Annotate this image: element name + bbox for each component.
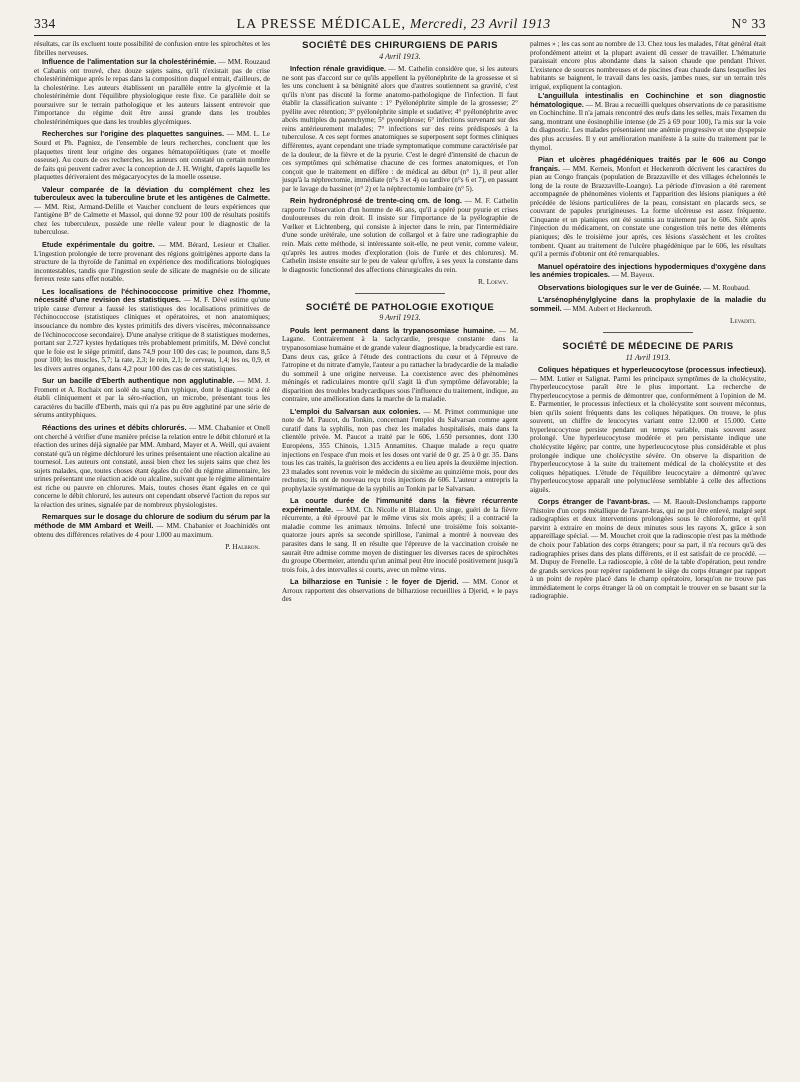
report-entry xyxy=(34,513,270,539)
report-entry xyxy=(34,186,270,237)
page-header xyxy=(34,16,766,36)
entry-body: — MM. Lutier et Salignat. Parmi les principaux symptômes de la cholécystite, l'hyperleucocytose paraît être le plus important. La recherche de l'hyperleucocytose a permis de démontrer que, conformément à l'opinion de M. E. Parmentier, le processus infectieux et la cholécystite sont souvent méconnus, bien qu'ils soient fréquents dans les coliques hépatiques. On trouve, le plus souvent, un chiffre de leucocytes variant entre 12.000 et 15.000. Cette hyperleucocytose persiste pendant un temps variable, mais souvent assez prolongé. Une hyperleucocytose modérée et peu persistante indique une cholécystite légère; par contre, une hyperleucocytose plus considérable et plus prolongée indique une cholécystite sévère. On observe la disparition de l'hyperleucocytose à la suite du traitement médical de la cholécystite et des coliques hépatiques. L'étude de l'équilibre leucocytaire a démontré qu'avec l'hyperleucocytose apparaît une polynucléose semblable à celle des affections aiguës. xyxy=(530,374,766,494)
page-number: 334 xyxy=(34,16,56,31)
entry-body: — M. Cathelin considère que, si les auteurs ne sont pas d'accord sur ce qu'ils appellent la pyélonéphrite de la grossesse et si les uns concluent à sa bénignité alors que d'autres soutiennent sa gravité, c'est qu'ils n'ont pas discuté la forme anatomo-pathologique de l'infection. Il faut établir la classification suivante : 1° Pyélonéphrite simple de la grossesse; 2° pyélite avec rétention; 3° pyélonéphrite simple et sudative; 4° pyélonéphrite avec abcès multiples du parenchyme; 5° pyonéphrose; 6° infections survenant sur des reins antérieurement malades; 7° infections sur des reins prédisposés à la tuberculose. A ces sept formes anatomiques se superposent sept formes cliniques différentes, ayant cependant une triade symptomatique commune caractérisée par de la douleur, de la fièvre et de la pyurie. C'est le degré d'intensité de chacun de ces symptômes qui schématise chacune de ces formes anatomiques, et l'on conçoit que le traitement en diffère : de médical au début (n° 1), il peut aller jusqu'à la néphrectomie, immédiate (n°s 3 et 4) ou tardive (n°s 6 et 7), en passant par le lavage du bassinet (n° 2) et la néphrectomie lombaire (n° 5). xyxy=(282,65,518,193)
report-entry xyxy=(530,498,766,601)
entry-title: Etude expérimentale du goitre. xyxy=(42,240,155,250)
entry-title: Observations biologiques sur le ver de Guinée. xyxy=(538,282,702,292)
entry-body: — MM. Kerneis, Monfort et Heckenroth décrivent les caractères du pian au Congo français (population de Brazzaville et des villages échelonnés le long de la route de Brazzaville-Loango). La période d'invasion a été rarement accompagnée de phénomènes violents et l'apparition des lésions pianiques a été précédée de lésions particulières de la peau, consistant en placards secs, se couvrant de papules prurigineuses. La forme ulcéreuse est assez fréquente. Cinquante et un pianiques ont été soumis au traitement par le 606. Sitôt après l'injection du médicament, on constate une congestion très nette des éléments pianiques; dès le troisième jour après, ces lésions s'assèchent et les croûtes tombent. Quant au traitement de l'ulcère phagédénique par le 606, les résultats qu'il a permis d'obtenir ont été remarquables. xyxy=(530,164,766,259)
entry-title: La bilharziose en Tunisie : le foyer de Djerid. xyxy=(290,577,459,587)
issue-date: Mercredi, 23 Avril 1913 xyxy=(409,16,551,31)
entry-title: Manuel opératoire des injections hypodermiques d'oxygène dans les anémies tropicales. xyxy=(530,261,766,280)
entry-body: — MM. Chabanier et Onell ont cherché à vérifier d'une manière précise la relation entre le débit chloruré et la réaction des urines déjà signalée par MM. Ambard, Mayer et A. Weill, qui avaient constaté qu'à un régime déchloruré les urines présentaient une réaction alcaline au tournesol. Les auteurs ont constaté, aussi bien chez les sujets sains que chez les sujets malades, que, toutes choses étant égales du côté du régime alimentaire, les urines présentant une réaction acide ou alcaline, suivant que le régime alimentaire est riche ou pauvre en chlorures. Mais, toutes choses étant égales en ce qui concerne le débit chloruré, les auteurs ont cependant observé l'action du repos sur la réaction des urines, signalée par de nombreux physiologistes. xyxy=(34,423,270,509)
entry-body: — MM. Aubert et Heckenroth. xyxy=(563,304,653,313)
entries-list xyxy=(282,327,518,604)
entry-title: Pouls lent permanent dans la trypanosomiase humaine. xyxy=(290,325,496,335)
entries-list xyxy=(530,92,766,313)
session-date: 4 Avril 1913. xyxy=(379,51,421,61)
column-left xyxy=(34,40,270,1080)
entry-body: — M. Raoult-Deslonchamps rapporte l'histoire d'un corps métallique de l'avant-bras, qui ne put être enlevé, malgré sept radiographies et deux interventions prolongées sous le chloroforme, et qu'il parvint à extraire en moins de deux minutes sous les rayons X, grâce à son appareillage spécial. — M. Mouchet croit que la radioscopie n'est pas la méthode de choix pour l'ablation des corps étrangers; pour sa part, il n'a recours qu'à des radiographies prises dans des plans différents, et il est satisfait de ce procédé. — M. Dupuy de Frenelle. La radioscopie, à côté de la table d'opération, peut rendre de grands services pour repérer rapidement le siège du corps étranger par rapport à un point de repère placé dans le champ opératoire, lorsqu'on ne trouve pas immédiatement le corps étranger là où on comptait le trouver en se basant sur la radiographie. xyxy=(530,498,766,601)
report-entry xyxy=(34,241,270,284)
report-entry xyxy=(530,92,766,152)
entry-body: — M. Lagane. Contrairement à la tachycardie, presque constante dans la trypanosomiase humaine et de grande valeur diagnostique, la bradycardie est rare. Dans deux cas, grâce à l'étude des contractions du cœur et à l'épreuve de l'atropine et du nitrate d'amyle, l'auteur a pu rattacher la bradycardie de la maladie du sommeil à une origine nerveuse. La coexistence avec des phénomènes méningés et radiculaires montre qu'il s'agit là d'un symptôme défavorable; la disparition des troubles bradycardiques sous l'influence du traitement, indique, au contraire, une amélioration dans la marche de la maladie. xyxy=(282,326,518,404)
entry-body: — MM. Chabanier et Joachinidès ont obtenu des différences relatives de 4 pour 1.000 au maximum. xyxy=(34,521,270,539)
entry-title: L'arsénophénylglycine dans la prophylaxie de la maladie du sommeil. xyxy=(530,295,766,313)
entry-body: — MM. J. Froment et A. Rochaix ont isolé du sang d'un typhique, dont le diagnostic a été établi cliniquement et par la séro-réaction, un microbe, présentant tous les caractères du bacille d'Eberth, mais qui n'a pas pu être agglutiné par une série de sérums antityphiques. xyxy=(34,377,270,420)
report-entry xyxy=(282,408,518,493)
report-entry xyxy=(282,578,518,604)
report-entry xyxy=(34,130,270,181)
report-entry xyxy=(34,288,270,373)
author-signature: Levaditi. xyxy=(730,316,756,326)
report-entry xyxy=(530,263,766,280)
entries-list xyxy=(34,58,270,539)
entry-body: — M. Primet communique une note de M. Paucot, du Tonkin, concernant l'emploi du Salvarsan comme agent curatif dans la syphilis, non pas chez les malades hospitalisés, mais dans la clientèle privée. M. Paucot a traité par le 606, 1.650 personnes, dont 130 Européens, 355 Chinois, 1.315 Annamites. Chaque malade a reçu quatre injections en l'espace d'un mois et les doses ont varié de 0 gr. 25 à 0 gr. 35. Dans tous les cas traités, la guérison des accidents a eu lieu après la deuxième injection. 23 malades sont revenus voir le médecin du sixième au quinzième mois, pour des rechutes; ils ont de nouveau reçu trois injections de 606. L'auteur a entrepris la prophylaxie systématique de la syphilis au Tonkin par le Salvarsan. xyxy=(282,407,518,493)
continued-text: résultats, car ils excluent toute possibilité de confusion entre les spirochètes et les fibrilles nerveuses. xyxy=(34,40,270,57)
entry-body: — M. F. Dévé estime qu'une triple cause d'erreur a faussé les statistiques des localisations primitives de l'échinococcose (statistiques cliniques et opératoires, et non anatomiques; insouciance du nombre des kystes primitifs des divers viscères, méconnaissance de l'échinococcose secondaire). D'une analyse critique de 8 statistiques modernes, portant sur 2.727 kystes hydatiques très probablement primitifs, M. Dévé conclut que le foie est le siège primitif, dans 74,9 pour 100 des cas; le poumon, dans 8,5 pour 100; les muscles, 5,7; la rate, 2,3; le rein, 2,1; le cerveau, 1,4; les os, 0,9, et les divers autres organes, dans 4,2 pour 100 des cas de ces statistiques. xyxy=(34,296,270,373)
session-date: 9 Avril 1913. xyxy=(379,313,421,323)
report-entry xyxy=(34,377,270,420)
entry-title: L'emploi du Salvarsan aux colonies. xyxy=(290,406,421,416)
entry-body: — M. F. Cathelin rapporte l'observation d'un homme de 46 ans, qu'il a opéré pour pyurie et crises douloureuses du rein droit. Il insiste sur l'importance de la pyélographie de Vœlker et Lichtenberg, qui consiste à injecter dans le rein, par l'intermédiaire d'une sonde urétérale, une solution de collargol et à faire une radiographie du rein. Mais cette méthode, si intéressante soit-elle, ne peut venir, comme valeur, qu'après les autres modes d'exploration (lois de l'urée et des chlorures). M. Cathelin insiste ensuite sur le peu de valeur qu'offre, à ses yeux la constante dans le diagnostic fonctionnel des affections chirurgicales du rein. xyxy=(282,197,518,274)
entry-title: La courte durée de l'immunité dans la fièvre récurrente expérimentale. xyxy=(282,496,518,514)
entry-title: Réactions des urines et débits chlorurés. xyxy=(42,422,187,432)
entry-title: Pian et ulcères phagédéniques traités par le 606 au Congo français. xyxy=(530,155,766,173)
report-entry xyxy=(530,366,766,494)
society-heading: SOCIÉTÉ DE MÉDECINE DE PARIS xyxy=(562,340,734,352)
entry-title: Influence de l'alimentation sur la cholestérinémie. xyxy=(42,57,217,67)
entry-title: Infection rénale gravidique. xyxy=(290,64,387,74)
society-heading: SOCIÉTÉ DES CHIRURGIENS DE PARIS xyxy=(302,40,498,51)
journal-title: LA PRESSE MÉDICALE, xyxy=(236,17,407,32)
entry-title: Rein hydronéphrosé de trente-cinq cm. de long. xyxy=(290,196,462,206)
author-signature: R. Loewy. xyxy=(478,277,508,287)
entry-title: L'anguillula intestinalis en Cochinchine et son diagnostic hématologique. xyxy=(530,91,766,109)
masthead xyxy=(237,16,551,33)
author-signature: P. Halbron. xyxy=(225,542,260,552)
report-entry xyxy=(282,197,518,274)
report-entry xyxy=(34,58,270,126)
report-entry xyxy=(282,327,518,404)
entries-list xyxy=(282,65,518,274)
report-entry xyxy=(282,65,518,193)
column-middle xyxy=(282,40,518,1080)
entry-body: — MM. L. Le Sourd et Ph. Pagniez, de l'ensemble de leurs recherches, concluent que les plaquettes tirent leur origine des organes hématopoïétiques (rate et moelle osseuse). Au cours de ces recherches, les auteurs ont constaté un certain nombre de faits qui peuvent cadrer avec la conception de J. H. Wright, d'après laquelle les plaquettes dériveraient des mégacaryocytes de la moelle osseuse. xyxy=(34,130,270,182)
entry-title: Sur un bacille d'Eberth authentique non agglutinable. xyxy=(42,376,235,386)
society-heading: SOCIÉTÉ DE PATHOLOGIE EXOTIQUE xyxy=(305,301,495,313)
entry-title: Coliques hépatiques et hyperleucocytose (processus infectieux). xyxy=(538,365,766,375)
section-divider xyxy=(603,332,693,333)
section-divider xyxy=(355,293,445,294)
column-right xyxy=(530,40,766,1080)
entry-title: Recherches sur l'origine des plaquettes sanguines. xyxy=(42,129,225,139)
entry-body: — MM. Ch. Nicolle et Blaizot. Un singe, guéri de la fièvre récurrente, a été éprouvé par le même virus six mois après; il a contracté la maladie comme les animaux témoins. Infecté une troisième fois soixante-quatorze jours après sa seconde spirillose, l'animal a montré à nouveau des parasites dans le sang. Il en résulte que l'épreuve de la vaccination croisée ne saurait être admise comme moyen de distinguer les diverses races de spirochètes du groupe Obermeier, attendu qu'un animal peut être inoculé positivement jusqu'à trois fois, à des intervalles si courts, avec un même virus. xyxy=(282,505,518,574)
report-entry xyxy=(34,424,270,509)
entry-body: — MM. Conor et Arroux rapportent des observations de bilharziose recueillies à Djerid, « le pays des xyxy=(282,578,518,604)
session-date: 11 Avril 1913. xyxy=(625,352,671,362)
entry-body: — M. Brau a recueilli quelques observations de ce parasitisme en Cochinchine. Il n'a jamais rencontré des œufs dans les selles, mais l'examen du sang, montrant une éosinophilie intense (de 25 à 69 pour 100), l'a mis sur la voie du diagnostic. Les malades présentaient une anémie progressive et une dyspepsie des plus accusées. Il y eut amélioration manifeste à la suite du traitement par le thymol. xyxy=(530,100,766,152)
entry-body: — M. Bayeux. xyxy=(611,271,655,280)
entry-body: — M. Roubaud. xyxy=(703,283,750,292)
continued-text: palmes » ; les cas sont au nombre de 13. Chez tous les malades, l'état général était profondément atteint et la plupart avaient dû cesser de travailler. L'hématurie paraissait encore plus abondante dans la saison chaude que pendant l'hiver. L'existence de sources nombreuses et de piscines d'eau chaude dans lesquelles les habitants se baignent, le travail dans les oasis, jambes nues, sur un terrain très irrigué, expliquent la contagion. xyxy=(530,40,766,91)
issue-number: N° 33 xyxy=(731,16,766,31)
entry-title: Les localisations de l'échinococcose primitive chez l'homme, nécessité d'une revision des statistiques. xyxy=(34,286,270,305)
entry-title: Corps étranger de l'avant-bras. xyxy=(538,497,650,507)
entry-title: Remarques sur le dosage du chlorure de sodium du sérum par la méthode de MM Ambard et Weill. xyxy=(34,512,270,530)
report-entry xyxy=(530,284,766,293)
entry-body: — MM. Rist, Armand-Delille et Vaucher concluent de leurs expériences que l'antigène B° de Calmette et Massol, qui donne 92 pour 100 de résultats positifs chez les tuberculeux, possède une réelle valeur pour le diagnostic de la tuberculose. xyxy=(34,202,270,237)
entry-body: — MM. Bérard, Lesieur et Chalier. L'ingestion prolongée de terre provenant des régions goitrigènes apporte dans la structure de la thyroïde de l'animal en expérience des modifications biologiques incontestables, tandis que l'ingestion seule de silicate de magnésie ou de silicate ferreux reste sans effet notable. xyxy=(34,241,270,284)
entries-list xyxy=(530,366,766,601)
article-columns xyxy=(34,40,766,1080)
report-entry xyxy=(282,497,518,574)
entry-body: — MM. Rouzaud et Cabanis ont trouvé, chez douze sujets sains, qu'il n'existait pas de crise cholestérinémique après le repas dans la composition duquel entrait, d'ailleurs, de la cholestérine. Les auteurs établissent un parallèle entre la glycémie et la cholestérinémie dont l'équilibre physiologique reste fixe. Ce parallèle doit se poursuivre sur le terrain pathologique et les auteurs laissent entrevoir que l'importance du régime doit être aussi grande dans les troubles cholestérinémiques que dans les troubles glycémiques. xyxy=(34,58,270,126)
report-entry xyxy=(530,296,766,313)
entry-title: Valeur comparée de la déviation du complément chez les tuberculeux avec la tuberculine brute et les antigènes de Calmette. xyxy=(34,184,270,203)
report-entry xyxy=(530,156,766,259)
